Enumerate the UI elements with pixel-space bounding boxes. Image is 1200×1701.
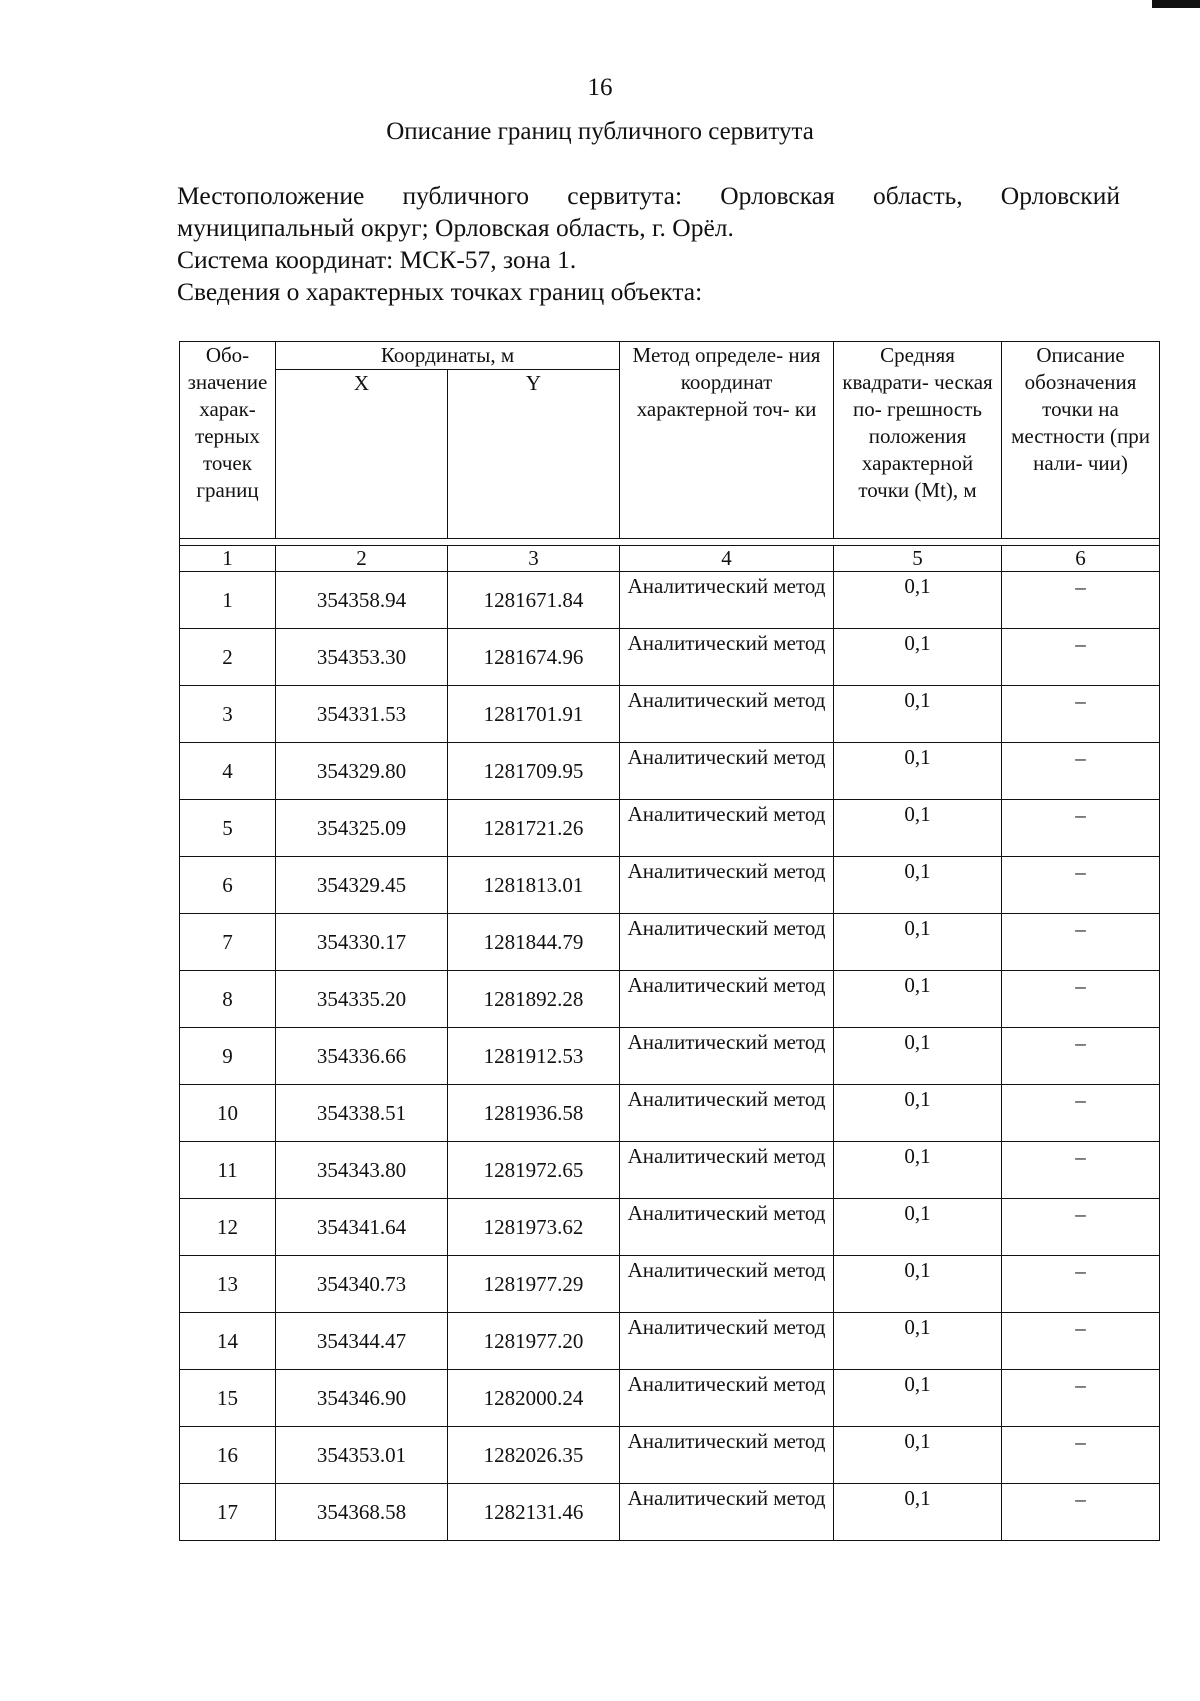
column-number: 3	[448, 546, 620, 572]
coordinate-x: 354353.01	[276, 1427, 448, 1484]
intro-block	[177, 180, 1120, 308]
coordinate-y: 1281671.84	[448, 572, 620, 629]
error-cell: 0,1	[834, 572, 1002, 629]
coordinate-y: 1281892.28	[448, 971, 620, 1028]
coordinate-x: 354368.58	[276, 1484, 448, 1541]
point-number: 10	[180, 1085, 276, 1142]
method-cell: Аналитический метод	[620, 1313, 834, 1370]
description-cell: –	[1002, 1256, 1160, 1313]
description-cell: –	[1002, 1484, 1160, 1541]
points-intro-line: Сведения о характерных точках границ объекта:	[177, 277, 703, 306]
description-cell: –	[1002, 1427, 1160, 1484]
error-cell: 0,1	[834, 1370, 1002, 1427]
method-cell: Аналитический метод	[620, 971, 834, 1028]
point-number: 2	[180, 629, 276, 686]
point-number: 3	[180, 686, 276, 743]
coordinate-y: 1282000.24	[448, 1370, 620, 1427]
coordinate-x: 354331.53	[276, 686, 448, 743]
description-cell: –	[1002, 686, 1160, 743]
description-cell: –	[1002, 1313, 1160, 1370]
column-number: 6	[1002, 546, 1160, 572]
coordinate-system-line: Система координат: МСК-57, зона 1.	[177, 245, 577, 274]
table-row	[180, 1028, 1160, 1085]
method-cell: Аналитический метод	[620, 629, 834, 686]
method-cell: Аналитический метод	[620, 743, 834, 800]
description-cell: –	[1002, 1085, 1160, 1142]
coordinate-x: 354358.94	[276, 572, 448, 629]
coordinate-y: 1281701.91	[448, 686, 620, 743]
method-cell: Аналитический метод	[620, 914, 834, 971]
table-row	[180, 743, 1160, 800]
error-cell: 0,1	[834, 1256, 1002, 1313]
method-cell: Аналитический метод	[620, 800, 834, 857]
table-row	[180, 914, 1160, 971]
description-cell: –	[1002, 1370, 1160, 1427]
method-cell: Аналитический метод	[620, 1199, 834, 1256]
error-cell: 0,1	[834, 857, 1002, 914]
table-row	[180, 1370, 1160, 1427]
coordinate-y: 1282131.46	[448, 1484, 620, 1541]
table-row	[180, 572, 1160, 629]
table-row	[180, 686, 1160, 743]
coordinate-y: 1281813.01	[448, 857, 620, 914]
column-number-row	[180, 546, 1160, 572]
description-cell: –	[1002, 1199, 1160, 1256]
coordinate-y: 1281721.26	[448, 800, 620, 857]
table-row	[180, 1313, 1160, 1370]
point-number: 8	[180, 971, 276, 1028]
method-cell: Аналитический метод	[620, 1028, 834, 1085]
header-description: Описание обозначения точки на местности (при нали- чии)	[1002, 342, 1160, 539]
coordinate-x: 354343.80	[276, 1142, 448, 1199]
column-number: 5	[834, 546, 1002, 572]
boundary-points-table	[179, 341, 1160, 1541]
page-number: 16	[587, 74, 613, 101]
coordinate-y: 1281973.62	[448, 1199, 620, 1256]
description-cell: –	[1002, 914, 1160, 971]
error-cell: 0,1	[834, 800, 1002, 857]
coordinate-y: 1282026.35	[448, 1427, 620, 1484]
table-row	[180, 629, 1160, 686]
coordinate-y: 1281972.65	[448, 1142, 620, 1199]
point-number: 15	[180, 1370, 276, 1427]
description-cell: –	[1002, 1142, 1160, 1199]
header-gap	[180, 539, 1160, 546]
header-x: X	[276, 370, 448, 539]
description-cell: –	[1002, 857, 1160, 914]
table-row	[180, 857, 1160, 914]
error-cell: 0,1	[834, 914, 1002, 971]
header-designation: Обо- значение харак- терных точек границ	[180, 342, 276, 539]
table-row	[180, 1256, 1160, 1313]
error-cell: 0,1	[834, 1484, 1002, 1541]
coordinate-x: 354336.66	[276, 1028, 448, 1085]
column-number: 4	[620, 546, 834, 572]
table-row	[180, 1427, 1160, 1484]
point-number: 1	[180, 572, 276, 629]
method-cell: Аналитический метод	[620, 1085, 834, 1142]
description-cell: –	[1002, 743, 1160, 800]
coordinate-y: 1281674.96	[448, 629, 620, 686]
method-cell: Аналитический метод	[620, 686, 834, 743]
corner-mark	[1152, 0, 1200, 8]
point-number: 11	[180, 1142, 276, 1199]
point-number: 5	[180, 800, 276, 857]
error-cell: 0,1	[834, 971, 1002, 1028]
error-cell: 0,1	[834, 1199, 1002, 1256]
header-y: Y	[448, 370, 620, 539]
column-number: 2	[276, 546, 448, 572]
header-coordinates: Координаты, м	[276, 342, 620, 370]
coordinate-x: 354338.51	[276, 1085, 448, 1142]
point-number: 9	[180, 1028, 276, 1085]
method-cell: Аналитический метод	[620, 857, 834, 914]
error-cell: 0,1	[834, 1142, 1002, 1199]
point-number: 12	[180, 1199, 276, 1256]
coordinate-y: 1281709.95	[448, 743, 620, 800]
error-cell: 0,1	[834, 686, 1002, 743]
method-cell: Аналитический метод	[620, 572, 834, 629]
description-cell: –	[1002, 971, 1160, 1028]
method-cell: Аналитический метод	[620, 1484, 834, 1541]
table-row	[180, 1085, 1160, 1142]
table-row	[180, 1199, 1160, 1256]
coordinate-x: 354340.73	[276, 1256, 448, 1313]
header-method: Метод определе- ния координат характерной точ- ки	[620, 342, 834, 539]
column-number: 1	[180, 546, 276, 572]
coordinate-x: 354344.47	[276, 1313, 448, 1370]
point-number: 6	[180, 857, 276, 914]
error-cell: 0,1	[834, 743, 1002, 800]
error-cell: 0,1	[834, 1028, 1002, 1085]
coordinate-y: 1281977.29	[448, 1256, 620, 1313]
error-cell: 0,1	[834, 1427, 1002, 1484]
coordinate-y: 1281936.58	[448, 1085, 620, 1142]
description-cell: –	[1002, 800, 1160, 857]
document-title: Описание границ публичного сервитута	[386, 118, 814, 145]
coordinate-y: 1281912.53	[448, 1028, 620, 1085]
description-cell: –	[1002, 1028, 1160, 1085]
point-number: 17	[180, 1484, 276, 1541]
coordinate-y: 1281844.79	[448, 914, 620, 971]
method-cell: Аналитический метод	[620, 1427, 834, 1484]
error-cell: 0,1	[834, 1085, 1002, 1142]
point-number: 7	[180, 914, 276, 971]
error-cell: 0,1	[834, 1313, 1002, 1370]
coordinate-x: 354329.80	[276, 743, 448, 800]
table-row	[180, 1484, 1160, 1541]
location-line: Местоположение публичного сервитута: Орловская область, Орловский муниципальный округ; Орловская область, г. Орёл.	[177, 181, 1120, 242]
header-error: Средняя квадрати- ческая по- грешность положения характерной точки (Mt), м	[834, 342, 1002, 539]
point-number: 4	[180, 743, 276, 800]
description-cell: –	[1002, 629, 1160, 686]
coordinate-x: 354329.45	[276, 857, 448, 914]
coordinate-x: 354341.64	[276, 1199, 448, 1256]
method-cell: Аналитический метод	[620, 1370, 834, 1427]
error-cell: 0,1	[834, 629, 1002, 686]
coordinate-x: 354330.17	[276, 914, 448, 971]
point-number: 14	[180, 1313, 276, 1370]
point-number: 13	[180, 1256, 276, 1313]
table-row	[180, 1142, 1160, 1199]
coordinate-x: 354346.90	[276, 1370, 448, 1427]
description-cell: –	[1002, 572, 1160, 629]
coordinate-y: 1281977.20	[448, 1313, 620, 1370]
coordinate-x: 354353.30	[276, 629, 448, 686]
table-row	[180, 971, 1160, 1028]
method-cell: Аналитический метод	[620, 1142, 834, 1199]
coordinate-x: 354325.09	[276, 800, 448, 857]
coordinate-x: 354335.20	[276, 971, 448, 1028]
method-cell: Аналитический метод	[620, 1256, 834, 1313]
table-row	[180, 800, 1160, 857]
point-number: 16	[180, 1427, 276, 1484]
